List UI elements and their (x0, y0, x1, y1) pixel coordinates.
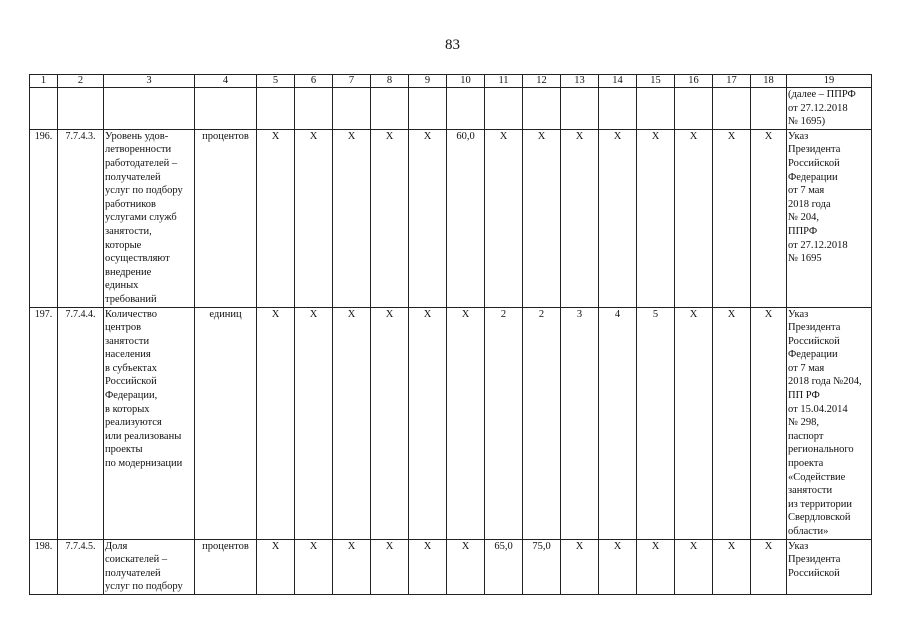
value-cell: Х (751, 307, 787, 539)
header-cell: 17 (713, 75, 751, 88)
indicators-table (29, 74, 872, 595)
indicator-name-cell: Доля соискателей – получателей услуг по подбору (104, 539, 195, 594)
value-cell: Х (713, 129, 751, 307)
header-cell: 16 (675, 75, 713, 88)
value-cell: Х (637, 539, 675, 594)
value-cell: Х (409, 539, 447, 594)
header-cell: 9 (409, 75, 447, 88)
table-row (30, 539, 872, 594)
value-cell: Х (599, 129, 637, 307)
unit-cell: процентов (195, 539, 257, 594)
header-cell: 18 (751, 75, 787, 88)
value-cell: Х (295, 539, 333, 594)
value-cell (485, 88, 523, 130)
unit-cell: единиц (195, 307, 257, 539)
value-cell: Х (371, 129, 409, 307)
unit-cell: процентов (195, 129, 257, 307)
header-cell: 19 (787, 75, 872, 88)
value-cell (295, 88, 333, 130)
header-cell: 13 (561, 75, 599, 88)
header-cell: 7 (333, 75, 371, 88)
value-cell: Х (409, 129, 447, 307)
header-cell: 5 (257, 75, 295, 88)
value-cell: Х (295, 129, 333, 307)
value-cell: Х (257, 307, 295, 539)
value-cell: Х (751, 129, 787, 307)
header-cell: 15 (637, 75, 675, 88)
value-cell: Х (333, 307, 371, 539)
value-cell: Х (713, 539, 751, 594)
row-number-cell: 197. (30, 307, 58, 539)
page-number: 83 (445, 37, 460, 53)
value-cell: Х (675, 307, 713, 539)
value-cell: Х (409, 307, 447, 539)
indicator-name-cell (104, 88, 195, 130)
table-row (30, 88, 872, 130)
value-cell: Х (751, 539, 787, 594)
row-number-cell (30, 88, 58, 130)
value-cell: Х (333, 539, 371, 594)
header-cell: 4 (195, 75, 257, 88)
indicator-code-cell: 7.7.4.4. (58, 307, 104, 539)
value-cell (447, 88, 485, 130)
source-cell: Указ Президента Российской (787, 539, 872, 594)
value-cell (751, 88, 787, 130)
source-cell: Указ Президента Российской Федерации от 7 мая 2018 года №204, ПП РФ от 15.04.2014 № 298, паспорт регионального проекта «Содействие занятости из территории Свердловской области» (787, 307, 872, 539)
table-row (30, 129, 872, 307)
header-cell: 11 (485, 75, 523, 88)
value-cell (523, 88, 561, 130)
value-cell (561, 88, 599, 130)
row-number-cell: 196. (30, 129, 58, 307)
value-cell: Х (257, 129, 295, 307)
table-body (30, 75, 872, 595)
header-cell: 6 (295, 75, 333, 88)
header-cell: 3 (104, 75, 195, 88)
table-row (30, 307, 872, 539)
value-cell (713, 88, 751, 130)
value-cell: Х (333, 129, 371, 307)
value-cell: 4 (599, 307, 637, 539)
value-cell: Х (295, 307, 333, 539)
indicator-name-cell: Количество центров занятости населения в субъектах Российской Федерации, в которых реализуются или реализованы проекты по модернизации (104, 307, 195, 539)
value-cell: Х (637, 129, 675, 307)
value-cell: Х (675, 539, 713, 594)
value-cell: Х (447, 307, 485, 539)
value-cell: Х (675, 129, 713, 307)
header-cell: 8 (371, 75, 409, 88)
value-cell (599, 88, 637, 130)
indicator-code-cell (58, 88, 104, 130)
header-cell: 10 (447, 75, 485, 88)
value-cell: Х (523, 129, 561, 307)
header-row (30, 75, 872, 88)
value-cell: 2 (523, 307, 561, 539)
value-cell: 65,0 (485, 539, 523, 594)
indicator-code-cell: 7.7.4.5. (58, 539, 104, 594)
value-cell: Х (485, 129, 523, 307)
value-cell: Х (371, 307, 409, 539)
header-cell: 14 (599, 75, 637, 88)
indicator-name-cell: Уровень удов- летворенности работодателей – получателей услуг по подбору работников услугами служб занятости, которые осуществляют внедрение единых требований (104, 129, 195, 307)
value-cell (257, 88, 295, 130)
value-cell: 3 (561, 307, 599, 539)
value-cell: 5 (637, 307, 675, 539)
row-number-cell: 198. (30, 539, 58, 594)
value-cell: Х (257, 539, 295, 594)
value-cell: Х (599, 539, 637, 594)
source-cell: Указ Президента Российской Федерации от 7 мая 2018 года № 204, ППРФ от 27.12.2018 № 1695 (787, 129, 872, 307)
indicator-code-cell: 7.7.4.3. (58, 129, 104, 307)
header-cell: 1 (30, 75, 58, 88)
value-cell (371, 88, 409, 130)
unit-cell (195, 88, 257, 130)
value-cell (409, 88, 447, 130)
value-cell: 60,0 (447, 129, 485, 307)
value-cell (675, 88, 713, 130)
value-cell: 75,0 (523, 539, 561, 594)
header-cell: 12 (523, 75, 561, 88)
value-cell: Х (371, 539, 409, 594)
value-cell: Х (561, 129, 599, 307)
value-cell: Х (713, 307, 751, 539)
header-cell: 2 (58, 75, 104, 88)
value-cell (637, 88, 675, 130)
value-cell: Х (561, 539, 599, 594)
value-cell: 2 (485, 307, 523, 539)
value-cell: Х (447, 539, 485, 594)
value-cell (333, 88, 371, 130)
source-cell: (далее – ППРФ от 27.12.2018 № 1695) (787, 88, 872, 130)
